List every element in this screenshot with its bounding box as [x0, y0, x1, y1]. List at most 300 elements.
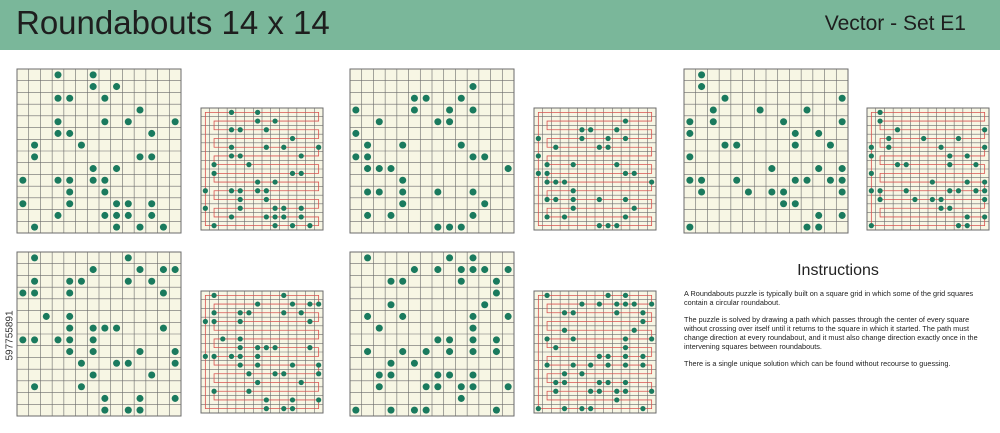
- roundabout-dot: [255, 354, 260, 359]
- roundabout-dot: [136, 106, 143, 113]
- roundabout-dot: [649, 179, 654, 184]
- roundabout-dot: [238, 310, 243, 315]
- grid-svg: [200, 107, 324, 231]
- stock-id-label: 597755891: [4, 310, 16, 361]
- roundabout-dot: [255, 188, 260, 193]
- roundabout-dot: [31, 142, 38, 149]
- roundabout-dot: [299, 153, 304, 158]
- roundabout-dot: [31, 254, 38, 261]
- roundabout-dot: [272, 214, 277, 219]
- roundabout-dot: [877, 110, 882, 115]
- roundabout-dot: [614, 397, 619, 402]
- roundabout-dot: [160, 325, 167, 332]
- roundabout-dot: [290, 397, 295, 402]
- roundabout-dot: [399, 313, 406, 320]
- roundabout-dot: [290, 136, 295, 141]
- roundabout-dot: [19, 200, 26, 207]
- roundabout-dot: [376, 165, 383, 172]
- roundabout-dot: [815, 224, 822, 231]
- roundabout-dot: [19, 289, 26, 296]
- roundabout-dot: [399, 348, 406, 355]
- roundabout-dot: [544, 162, 549, 167]
- roundabout-dot: [721, 95, 728, 102]
- roundabout-dot: [571, 362, 576, 367]
- roundabout-dot: [352, 130, 359, 137]
- roundabout-dot: [623, 214, 628, 219]
- roundabout-dot: [623, 380, 628, 385]
- roundabout-dot: [376, 118, 383, 125]
- roundabout-dot: [229, 214, 234, 219]
- roundabout-dot: [839, 95, 846, 102]
- roundabout-dot: [698, 83, 705, 90]
- roundabout-dot: [299, 310, 304, 315]
- roundabout-dot: [886, 145, 891, 150]
- instructions-paragraph-3: There is a single unique solution which can be found without recourse to guessing.: [684, 358, 951, 368]
- roundabout-dot: [136, 348, 143, 355]
- roundabout-dot: [113, 165, 120, 172]
- roundabout-dot: [136, 395, 143, 402]
- roundabout-dot: [290, 406, 295, 411]
- roundabout-dot: [458, 278, 465, 285]
- roundabout-dot: [203, 354, 208, 359]
- roundabout-dot: [148, 371, 155, 378]
- roundabout-dot: [113, 325, 120, 332]
- roundabout-dot: [66, 95, 73, 102]
- roundabout-dot: [839, 118, 846, 125]
- roundabout-dot: [423, 348, 430, 355]
- roundabout-dot: [246, 371, 251, 376]
- roundabout-dot: [229, 127, 234, 132]
- roundabout-dot: [614, 389, 619, 394]
- roundabout-dot: [597, 354, 602, 359]
- roundabout-dot: [54, 118, 61, 125]
- grid-svg: [16, 68, 182, 234]
- roundabout-dot: [66, 348, 73, 355]
- roundabout-dot: [947, 162, 952, 167]
- roundabout-dot: [623, 354, 628, 359]
- roundabout-dot: [571, 162, 576, 167]
- roundabout-dot: [290, 362, 295, 367]
- roundabout-dot: [246, 310, 251, 315]
- roundabout-dot: [387, 165, 394, 172]
- roundabout-dot: [982, 179, 987, 184]
- roundabout-dot: [895, 162, 900, 167]
- roundabout-dot: [125, 407, 132, 414]
- roundabout-dot: [238, 336, 243, 341]
- roundabout-dot: [469, 106, 476, 113]
- roundabout-dot: [54, 177, 61, 184]
- roundabout-dot: [886, 136, 891, 141]
- roundabout-dot: [31, 289, 38, 296]
- roundabout-dot: [579, 301, 584, 306]
- roundabout-dot: [113, 212, 120, 219]
- roundabout-dot: [238, 197, 243, 202]
- roundabout-dot: [493, 278, 500, 285]
- roundabout-dot: [54, 336, 61, 343]
- roundabout-dot: [956, 136, 961, 141]
- roundabout-dot: [148, 278, 155, 285]
- roundabout-dot: [632, 328, 637, 333]
- roundabout-dot: [411, 407, 418, 414]
- roundabout-dot: [399, 278, 406, 285]
- roundabout-dot: [544, 293, 549, 298]
- roundabout-dot: [982, 188, 987, 193]
- roundabout-dot: [387, 360, 394, 367]
- roundabout-dot: [579, 127, 584, 132]
- roundabout-dot: [956, 223, 961, 228]
- roundabout-dot: [904, 188, 909, 193]
- roundabout-dot: [605, 136, 610, 141]
- roundabout-dot: [203, 188, 208, 193]
- roundabout-dot: [605, 380, 610, 385]
- roundabout-dot: [686, 130, 693, 137]
- roundabout-dot: [352, 153, 359, 160]
- roundabout-dot: [698, 188, 705, 195]
- roundabout-dot: [434, 224, 441, 231]
- roundabout-dot: [136, 153, 143, 160]
- roundabout-dot: [623, 136, 628, 141]
- roundabout-dot: [930, 197, 935, 202]
- roundabout-dot: [113, 83, 120, 90]
- grid-svg: [533, 290, 657, 414]
- roundabout-dot: [211, 310, 216, 315]
- roundabout-dot: [387, 407, 394, 414]
- roundabout-dot: [376, 371, 383, 378]
- roundabout-dot: [930, 179, 935, 184]
- roundabout-dot: [316, 397, 321, 402]
- roundabout-dot: [90, 177, 97, 184]
- roundabout-dot: [768, 188, 775, 195]
- roundabout-dot: [544, 214, 549, 219]
- roundabout-dot: [579, 371, 584, 376]
- roundabout-dot: [90, 336, 97, 343]
- roundabout-dot: [536, 171, 541, 176]
- roundabout-dot: [827, 177, 834, 184]
- roundabout-dot: [160, 266, 167, 273]
- roundabout-dot: [229, 153, 234, 158]
- puzzle-2-grid: [349, 68, 515, 234]
- roundabout-dot: [364, 212, 371, 219]
- roundabout-dot: [481, 301, 488, 308]
- roundabout-dot: [965, 214, 970, 219]
- roundabout-dot: [90, 371, 97, 378]
- roundabout-dot: [255, 110, 260, 115]
- roundabout-dot: [272, 345, 277, 350]
- roundabout-dot: [78, 278, 85, 285]
- roundabout-dot: [434, 336, 441, 343]
- roundabout-dot: [562, 214, 567, 219]
- roundabout-dot: [686, 118, 693, 125]
- roundabout-dot: [562, 310, 567, 315]
- roundabout-dot: [272, 118, 277, 123]
- roundabout-dot: [220, 336, 225, 341]
- roundabout-dot: [640, 319, 645, 324]
- roundabout-dot: [815, 165, 822, 172]
- roundabout-dot: [446, 254, 453, 261]
- roundabout-dot: [588, 389, 593, 394]
- roundabout-dot: [434, 266, 441, 273]
- roundabout-dot: [493, 407, 500, 414]
- roundabout-dot: [281, 214, 286, 219]
- roundabout-dot: [553, 179, 558, 184]
- roundabout-dot: [66, 130, 73, 137]
- grid-svg: [866, 107, 990, 231]
- roundabout-dot: [364, 153, 371, 160]
- roundabout-dot: [54, 71, 61, 78]
- roundabout-dot: [446, 336, 453, 343]
- roundabout-dot: [792, 142, 799, 149]
- roundabout-dot: [571, 206, 576, 211]
- roundabout-dot: [757, 106, 764, 113]
- roundabout-dot: [571, 310, 576, 315]
- roundabout-dot: [686, 153, 693, 160]
- roundabout-dot: [364, 165, 371, 172]
- roundabout-dot: [211, 389, 216, 394]
- roundabout-dot: [211, 319, 216, 324]
- roundabout-dot: [544, 171, 549, 176]
- roundabout-dot: [272, 223, 277, 228]
- roundabout-dot: [469, 325, 476, 332]
- roundabout-dot: [376, 325, 383, 332]
- roundabout-dot: [364, 188, 371, 195]
- roundabout-dot: [264, 406, 269, 411]
- roundabout-dot: [387, 301, 394, 308]
- roundabout-dot: [710, 118, 717, 125]
- grid-svg: [200, 290, 324, 414]
- roundabout-dot: [623, 171, 628, 176]
- roundabout-dot: [316, 145, 321, 150]
- puzzle-5-solution: [533, 290, 657, 414]
- roundabout-dot: [101, 395, 108, 402]
- roundabout-dot: [544, 197, 549, 202]
- roundabout-dot: [571, 188, 576, 193]
- roundabout-dot: [172, 118, 179, 125]
- roundabout-dot: [255, 179, 260, 184]
- roundabout-dot: [912, 197, 917, 202]
- roundabout-dot: [446, 224, 453, 231]
- roundabout-dot: [255, 301, 260, 306]
- roundabout-dot: [264, 188, 269, 193]
- puzzle-3-solution: [866, 107, 990, 231]
- roundabout-dot: [623, 301, 628, 306]
- roundabout-dot: [90, 325, 97, 332]
- roundabout-dot: [803, 177, 810, 184]
- puzzle-5-grid: [349, 251, 515, 417]
- roundabout-dot: [90, 83, 97, 90]
- roundabout-dot: [281, 371, 286, 376]
- roundabout-dot: [387, 371, 394, 378]
- roundabout-dot: [505, 266, 512, 273]
- roundabout-dot: [938, 197, 943, 202]
- roundabout-dot: [733, 142, 740, 149]
- roundabout-dot: [352, 106, 359, 113]
- roundabout-dot: [203, 206, 208, 211]
- roundabout-dot: [281, 206, 286, 211]
- roundabout-dot: [481, 266, 488, 273]
- roundabout-dot: [623, 362, 628, 367]
- roundabout-dot: [264, 197, 269, 202]
- roundabout-dot: [640, 310, 645, 315]
- roundabout-dot: [562, 406, 567, 411]
- roundabout-dot: [938, 206, 943, 211]
- roundabout-dot: [605, 223, 610, 228]
- roundabout-dot: [956, 188, 961, 193]
- roundabout-dot: [553, 380, 558, 385]
- roundabout-dot: [281, 145, 286, 150]
- roundabout-dot: [481, 200, 488, 207]
- roundabout-dot: [399, 177, 406, 184]
- roundabout-dot: [614, 223, 619, 228]
- roundabout-dot: [458, 142, 465, 149]
- roundabout-dot: [113, 360, 120, 367]
- roundabout-dot: [458, 395, 465, 402]
- roundabout-dot: [211, 223, 216, 228]
- roundabout-dot: [125, 278, 132, 285]
- grid-svg: [349, 251, 515, 417]
- roundabout-dot: [605, 362, 610, 367]
- roundabout-dot: [352, 407, 359, 414]
- roundabout-dot: [125, 360, 132, 367]
- roundabout-dot: [423, 95, 430, 102]
- roundabout-dot: [536, 153, 541, 158]
- roundabout-dot: [803, 224, 810, 231]
- roundabout-dot: [160, 224, 167, 231]
- roundabout-dot: [172, 360, 179, 367]
- roundabout-dot: [982, 214, 987, 219]
- roundabout-dot: [780, 188, 787, 195]
- roundabout-dot: [588, 362, 593, 367]
- roundabout-dot: [469, 348, 476, 355]
- roundabout-dot: [290, 171, 295, 176]
- roundabout-dot: [597, 380, 602, 385]
- roundabout-dot: [411, 266, 418, 273]
- header-banner: [0, 0, 1000, 50]
- grid-svg: [533, 107, 657, 231]
- roundabout-dot: [376, 188, 383, 195]
- roundabout-dot: [229, 145, 234, 150]
- roundabout-dot: [246, 162, 251, 167]
- roundabout-dot: [632, 301, 637, 306]
- roundabout-dot: [623, 345, 628, 350]
- roundabout-dot: [101, 407, 108, 414]
- roundabout-dot: [172, 395, 179, 402]
- roundabout-dot: [364, 254, 371, 261]
- roundabout-dot: [469, 188, 476, 195]
- roundabout-dot: [31, 153, 38, 160]
- roundabout-dot: [815, 212, 822, 219]
- page-title: Roundabouts 14 x 14: [16, 4, 330, 41]
- roundabout-dot: [803, 106, 810, 113]
- roundabout-dot: [43, 313, 50, 320]
- roundabout-dot: [148, 200, 155, 207]
- roundabout-dot: [458, 224, 465, 231]
- roundabout-dot: [229, 110, 234, 115]
- roundabout-dot: [238, 206, 243, 211]
- roundabout-dot: [921, 136, 926, 141]
- roundabout-dot: [246, 389, 251, 394]
- roundabout-dot: [493, 336, 500, 343]
- roundabout-dot: [869, 188, 874, 193]
- roundabout-dot: [623, 336, 628, 341]
- roundabout-dot: [136, 224, 143, 231]
- roundabout-dot: [281, 406, 286, 411]
- roundabout-dot: [238, 188, 243, 193]
- roundabout-dot: [281, 310, 286, 315]
- roundabout-dot: [973, 162, 978, 167]
- roundabout-dot: [469, 266, 476, 273]
- roundabout-dot: [264, 127, 269, 132]
- instructions-paragraph-1: A Roundabouts puzzle is typically built on a square grid in which some of the grid squares contain a circular roundabout.: [684, 289, 974, 308]
- roundabout-dot: [446, 106, 453, 113]
- roundabout-dot: [264, 145, 269, 150]
- roundabout-dot: [780, 118, 787, 125]
- roundabout-dot: [640, 406, 645, 411]
- roundabout-dot: [947, 188, 952, 193]
- roundabout-dot: [553, 197, 558, 202]
- roundabout-dot: [458, 266, 465, 273]
- roundabout-dot: [272, 179, 277, 184]
- roundabout-dot: [544, 362, 549, 367]
- roundabout-dot: [982, 145, 987, 150]
- roundabout-dot: [605, 293, 610, 298]
- roundabout-dot: [579, 406, 584, 411]
- roundabout-dot: [505, 383, 512, 390]
- roundabout-dot: [877, 118, 882, 123]
- roundabout-dot: [815, 130, 822, 137]
- roundabout-dot: [827, 142, 834, 149]
- roundabout-dot: [877, 197, 882, 202]
- roundabout-dot: [238, 345, 243, 350]
- roundabout-dot: [290, 301, 295, 306]
- roundabout-dot: [869, 171, 874, 176]
- roundabout-dot: [839, 212, 846, 219]
- roundabout-dot: [66, 325, 73, 332]
- roundabout-dot: [733, 177, 740, 184]
- roundabout-dot: [238, 319, 243, 324]
- roundabout-dot: [458, 95, 465, 102]
- roundabout-dot: [632, 171, 637, 176]
- roundabout-dot: [307, 319, 312, 324]
- roundabout-dot: [562, 179, 567, 184]
- roundabout-dot: [640, 354, 645, 359]
- roundabout-dot: [148, 153, 155, 160]
- roundabout-dot: [649, 336, 654, 341]
- puzzle-2-solution: [533, 107, 657, 231]
- roundabout-dot: [649, 301, 654, 306]
- roundabout-dot: [290, 223, 295, 228]
- roundabout-dot: [54, 130, 61, 137]
- roundabout-dot: [316, 301, 321, 306]
- roundabout-dot: [632, 206, 637, 211]
- roundabout-dot: [544, 336, 549, 341]
- roundabout-dot: [31, 278, 38, 285]
- roundabout-dot: [272, 371, 277, 376]
- roundabout-dot: [78, 383, 85, 390]
- roundabout-dot: [469, 254, 476, 261]
- roundabout-dot: [469, 313, 476, 320]
- roundabout-dot: [101, 325, 108, 332]
- roundabout-dot: [172, 348, 179, 355]
- roundabout-dot: [211, 354, 216, 359]
- roundabout-dot: [125, 212, 132, 219]
- roundabout-dot: [160, 289, 167, 296]
- roundabout-dot: [31, 383, 38, 390]
- roundabout-dot: [66, 188, 73, 195]
- roundabout-dot: [579, 136, 584, 141]
- roundabout-dot: [66, 200, 73, 207]
- roundabout-dot: [211, 162, 216, 167]
- roundabout-dot: [686, 224, 693, 231]
